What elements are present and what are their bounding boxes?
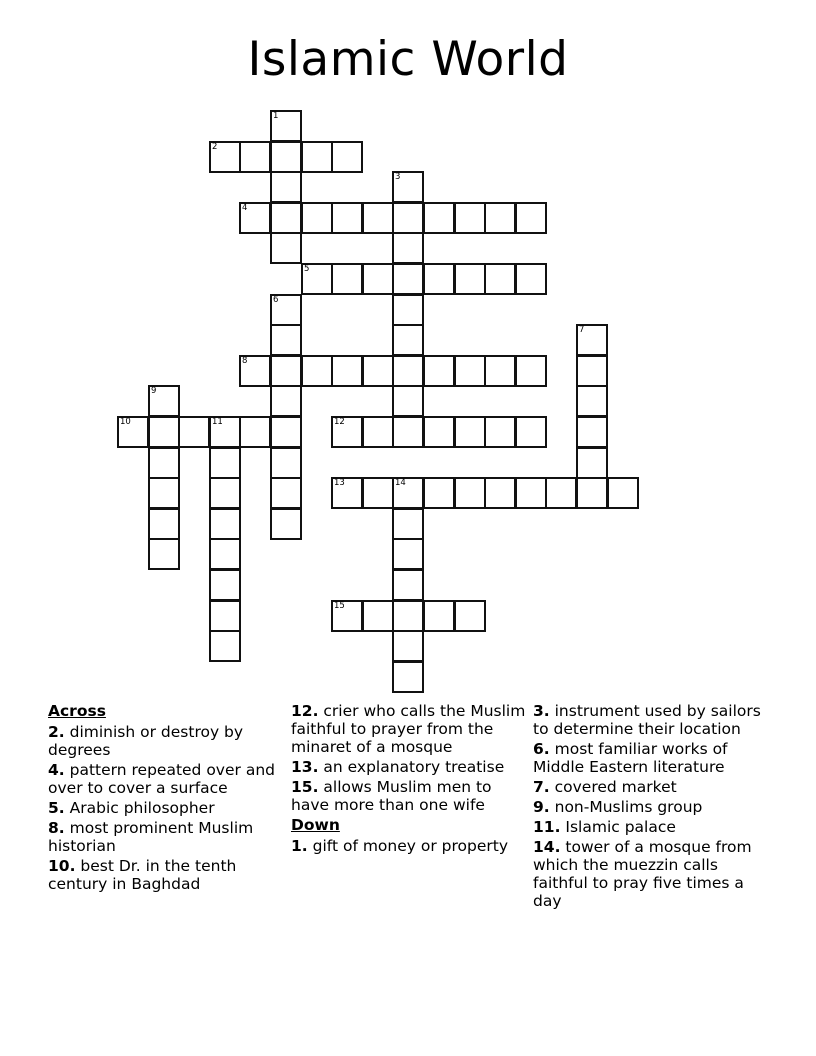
cell-number: 12: [334, 417, 345, 427]
clue-text: most prominent Muslim historian: [48, 819, 254, 855]
grid-cell[interactable]: [392, 538, 424, 570]
grid-cell[interactable]: [209, 538, 241, 570]
grid-cell[interactable]: [270, 355, 302, 387]
grid-cell[interactable]: [392, 630, 424, 662]
clue-number: 1.: [291, 837, 308, 855]
grid-cell[interactable]: [515, 355, 547, 387]
clue-number: 13.: [291, 758, 319, 776]
clue-across-12: [291, 702, 527, 756]
grid-cell[interactable]: [209, 416, 241, 448]
grid-cell[interactable]: [331, 202, 363, 234]
grid-cell[interactable]: [392, 569, 424, 601]
grid-cell[interactable]: [576, 385, 608, 417]
clue-down-7: [533, 778, 769, 796]
grid-cell[interactable]: [423, 202, 455, 234]
grid-cell[interactable]: [454, 477, 486, 509]
grid-cell[interactable]: [392, 600, 424, 632]
clue-text: best Dr. in the tenth century in Baghdad: [48, 857, 237, 893]
grid-cell[interactable]: [117, 416, 149, 448]
cell-number: 8: [242, 356, 248, 366]
clue-number: 15.: [291, 778, 319, 796]
clue-down-11: [533, 818, 769, 836]
clue-number: 6.: [533, 740, 550, 758]
grid-cell[interactable]: [331, 141, 363, 173]
grid-cell[interactable]: [270, 385, 302, 417]
grid-cell[interactable]: [362, 202, 394, 234]
clue-text: crier who calls the Muslim faithful to prayer from the minaret of a mosque: [291, 702, 526, 756]
grid-cell[interactable]: [362, 263, 394, 295]
cell-number: 11: [212, 417, 223, 427]
grid-cell[interactable]: [392, 202, 424, 234]
grid-cell[interactable]: [576, 355, 608, 387]
clue-across-15: [291, 778, 527, 814]
cell-number: 9: [151, 386, 157, 396]
grid-cell[interactable]: [515, 202, 547, 234]
grid-cell[interactable]: [331, 416, 363, 448]
grid-cell[interactable]: [239, 202, 271, 234]
grid-cell[interactable]: [362, 477, 394, 509]
down-heading: Down: [291, 816, 340, 834]
grid-cell[interactable]: [423, 477, 455, 509]
cell-number: 14: [395, 478, 406, 488]
clue-across-10: [48, 857, 284, 893]
cell-number: 6: [273, 295, 279, 305]
grid-cell[interactable]: [270, 294, 302, 326]
grid-cell[interactable]: [392, 508, 424, 540]
grid-cell[interactable]: [270, 202, 302, 234]
grid-cell[interactable]: [484, 263, 516, 295]
clue-across-4: [48, 761, 284, 797]
grid-cell[interactable]: [209, 600, 241, 632]
grid-cell[interactable]: [362, 600, 394, 632]
grid-cell[interactable]: [454, 355, 486, 387]
grid-cell[interactable]: [239, 416, 271, 448]
grid-cell[interactable]: [392, 661, 424, 693]
clue-down-9: [533, 798, 769, 816]
cell-number: 2: [212, 142, 218, 152]
grid-cell[interactable]: [270, 110, 302, 142]
grid-cell[interactable]: [392, 355, 424, 387]
grid-cell[interactable]: [270, 171, 302, 203]
grid-cell[interactable]: [423, 263, 455, 295]
grid-cell[interactable]: [209, 447, 241, 479]
clues-column-3: [533, 702, 769, 912]
clue-number: 11.: [533, 818, 561, 836]
clue-text: Islamic palace: [565, 818, 676, 836]
grid-cell[interactable]: [270, 447, 302, 479]
grid-cell[interactable]: [331, 600, 363, 632]
grid-cell[interactable]: [576, 477, 608, 509]
clue-number: 9.: [533, 798, 550, 816]
clue-text: non-Muslims group: [554, 798, 703, 816]
clue-text: pattern repeated over and over to cover a surface: [48, 761, 275, 797]
clue-across-5: [48, 799, 284, 817]
clue-text: covered market: [554, 778, 677, 796]
grid-cell[interactable]: [331, 355, 363, 387]
grid-cell[interactable]: [270, 508, 302, 540]
clue-text: an explanatory treatise: [323, 758, 505, 776]
cell-number: 3: [395, 172, 401, 182]
grid-cell[interactable]: [454, 416, 486, 448]
clue-number: 14.: [533, 838, 561, 856]
grid-cell[interactable]: [239, 355, 271, 387]
grid-cell[interactable]: [148, 416, 180, 448]
clue-text: gift of money or property: [312, 837, 509, 855]
clue-number: 8.: [48, 819, 65, 837]
grid-cell[interactable]: [392, 324, 424, 356]
clue-across-13: [291, 758, 527, 776]
cell-number: 4: [242, 203, 248, 213]
grid-cell[interactable]: [270, 416, 302, 448]
puzzle-title: Islamic World: [247, 32, 569, 87]
clues-column-1: [48, 702, 284, 895]
grid-cell[interactable]: [392, 294, 424, 326]
grid-cell[interactable]: [301, 263, 333, 295]
clue-text: Arabic philosopher: [69, 799, 215, 817]
grid-cell[interactable]: [331, 477, 363, 509]
grid-cell[interactable]: [331, 263, 363, 295]
clue-text: most familiar works of Middle Eastern literature: [533, 740, 728, 776]
cell-number: 5: [304, 264, 310, 274]
grid-cell[interactable]: [576, 324, 608, 356]
grid-cell[interactable]: [209, 141, 241, 173]
clue-down-1: [291, 837, 527, 855]
clue-across-8: [48, 819, 284, 855]
grid-cell[interactable]: [484, 416, 516, 448]
clue-across-2: [48, 723, 284, 759]
clue-number: 5.: [48, 799, 65, 817]
grid-cell[interactable]: [362, 355, 394, 387]
grid-cell[interactable]: [545, 477, 577, 509]
grid-cell[interactable]: [454, 263, 486, 295]
grid-cell[interactable]: [178, 416, 210, 448]
clues-column-2: [291, 702, 527, 857]
grid-cell[interactable]: [392, 171, 424, 203]
grid-cell[interactable]: [484, 355, 516, 387]
grid-cell[interactable]: [301, 355, 333, 387]
grid-cell[interactable]: [484, 202, 516, 234]
across-heading: Across: [48, 702, 106, 720]
grid-cell[interactable]: [576, 416, 608, 448]
cell-number: 10: [120, 417, 131, 427]
clue-number: 12.: [291, 702, 319, 720]
grid-cell[interactable]: [515, 263, 547, 295]
grid-cell[interactable]: [515, 477, 547, 509]
grid-cell[interactable]: [392, 477, 424, 509]
grid-cell[interactable]: [209, 508, 241, 540]
grid-cell[interactable]: [392, 385, 424, 417]
grid-cell[interactable]: [148, 508, 180, 540]
grid-cell[interactable]: [270, 232, 302, 264]
clue-down-14: [533, 838, 769, 910]
grid-cell[interactable]: [148, 385, 180, 417]
grid-cell[interactable]: [270, 141, 302, 173]
grid-cell[interactable]: [392, 232, 424, 264]
grid-cell[interactable]: [515, 416, 547, 448]
grid-cell[interactable]: [392, 263, 424, 295]
grid-cell[interactable]: [209, 477, 241, 509]
grid-cell[interactable]: [270, 477, 302, 509]
grid-cell[interactable]: [209, 630, 241, 662]
clue-text: allows Muslim men to have more than one wife: [291, 778, 492, 814]
grid-cell[interactable]: [301, 202, 333, 234]
grid-cell[interactable]: [209, 569, 241, 601]
cell-number: 7: [579, 325, 585, 335]
grid-cell[interactable]: [239, 141, 271, 173]
grid-cell[interactable]: [423, 416, 455, 448]
grid-cell[interactable]: [392, 416, 424, 448]
grid-cell[interactable]: [454, 600, 486, 632]
clue-number: 10.: [48, 857, 76, 875]
grid-cell[interactable]: [362, 416, 394, 448]
grid-cell[interactable]: [454, 202, 486, 234]
clue-text: tower of a mosque from which the muezzin calls faithful to pray five times a day: [533, 838, 752, 910]
grid-cell[interactable]: [423, 600, 455, 632]
clue-text: instrument used by sailors to determine their location: [533, 702, 761, 738]
cell-number: 1: [273, 111, 279, 121]
clue-number: 4.: [48, 761, 65, 779]
grid-cell[interactable]: [423, 355, 455, 387]
cell-number: 15: [334, 601, 345, 611]
clue-number: 2.: [48, 723, 65, 741]
grid-cell[interactable]: [148, 538, 180, 570]
clue-number: 7.: [533, 778, 550, 796]
grid-cell[interactable]: [301, 141, 333, 173]
grid-cell[interactable]: [484, 477, 516, 509]
grid-cell[interactable]: [148, 447, 180, 479]
cell-number: 13: [334, 478, 345, 488]
clue-down-6: [533, 740, 769, 776]
grid-cell[interactable]: [576, 447, 608, 479]
grid-cell[interactable]: [270, 324, 302, 356]
clue-number: 3.: [533, 702, 550, 720]
grid-cell[interactable]: [148, 477, 180, 509]
clue-text: diminish or destroy by degrees: [48, 723, 244, 759]
grid-cell[interactable]: [607, 477, 639, 509]
clue-down-3: [533, 702, 769, 738]
